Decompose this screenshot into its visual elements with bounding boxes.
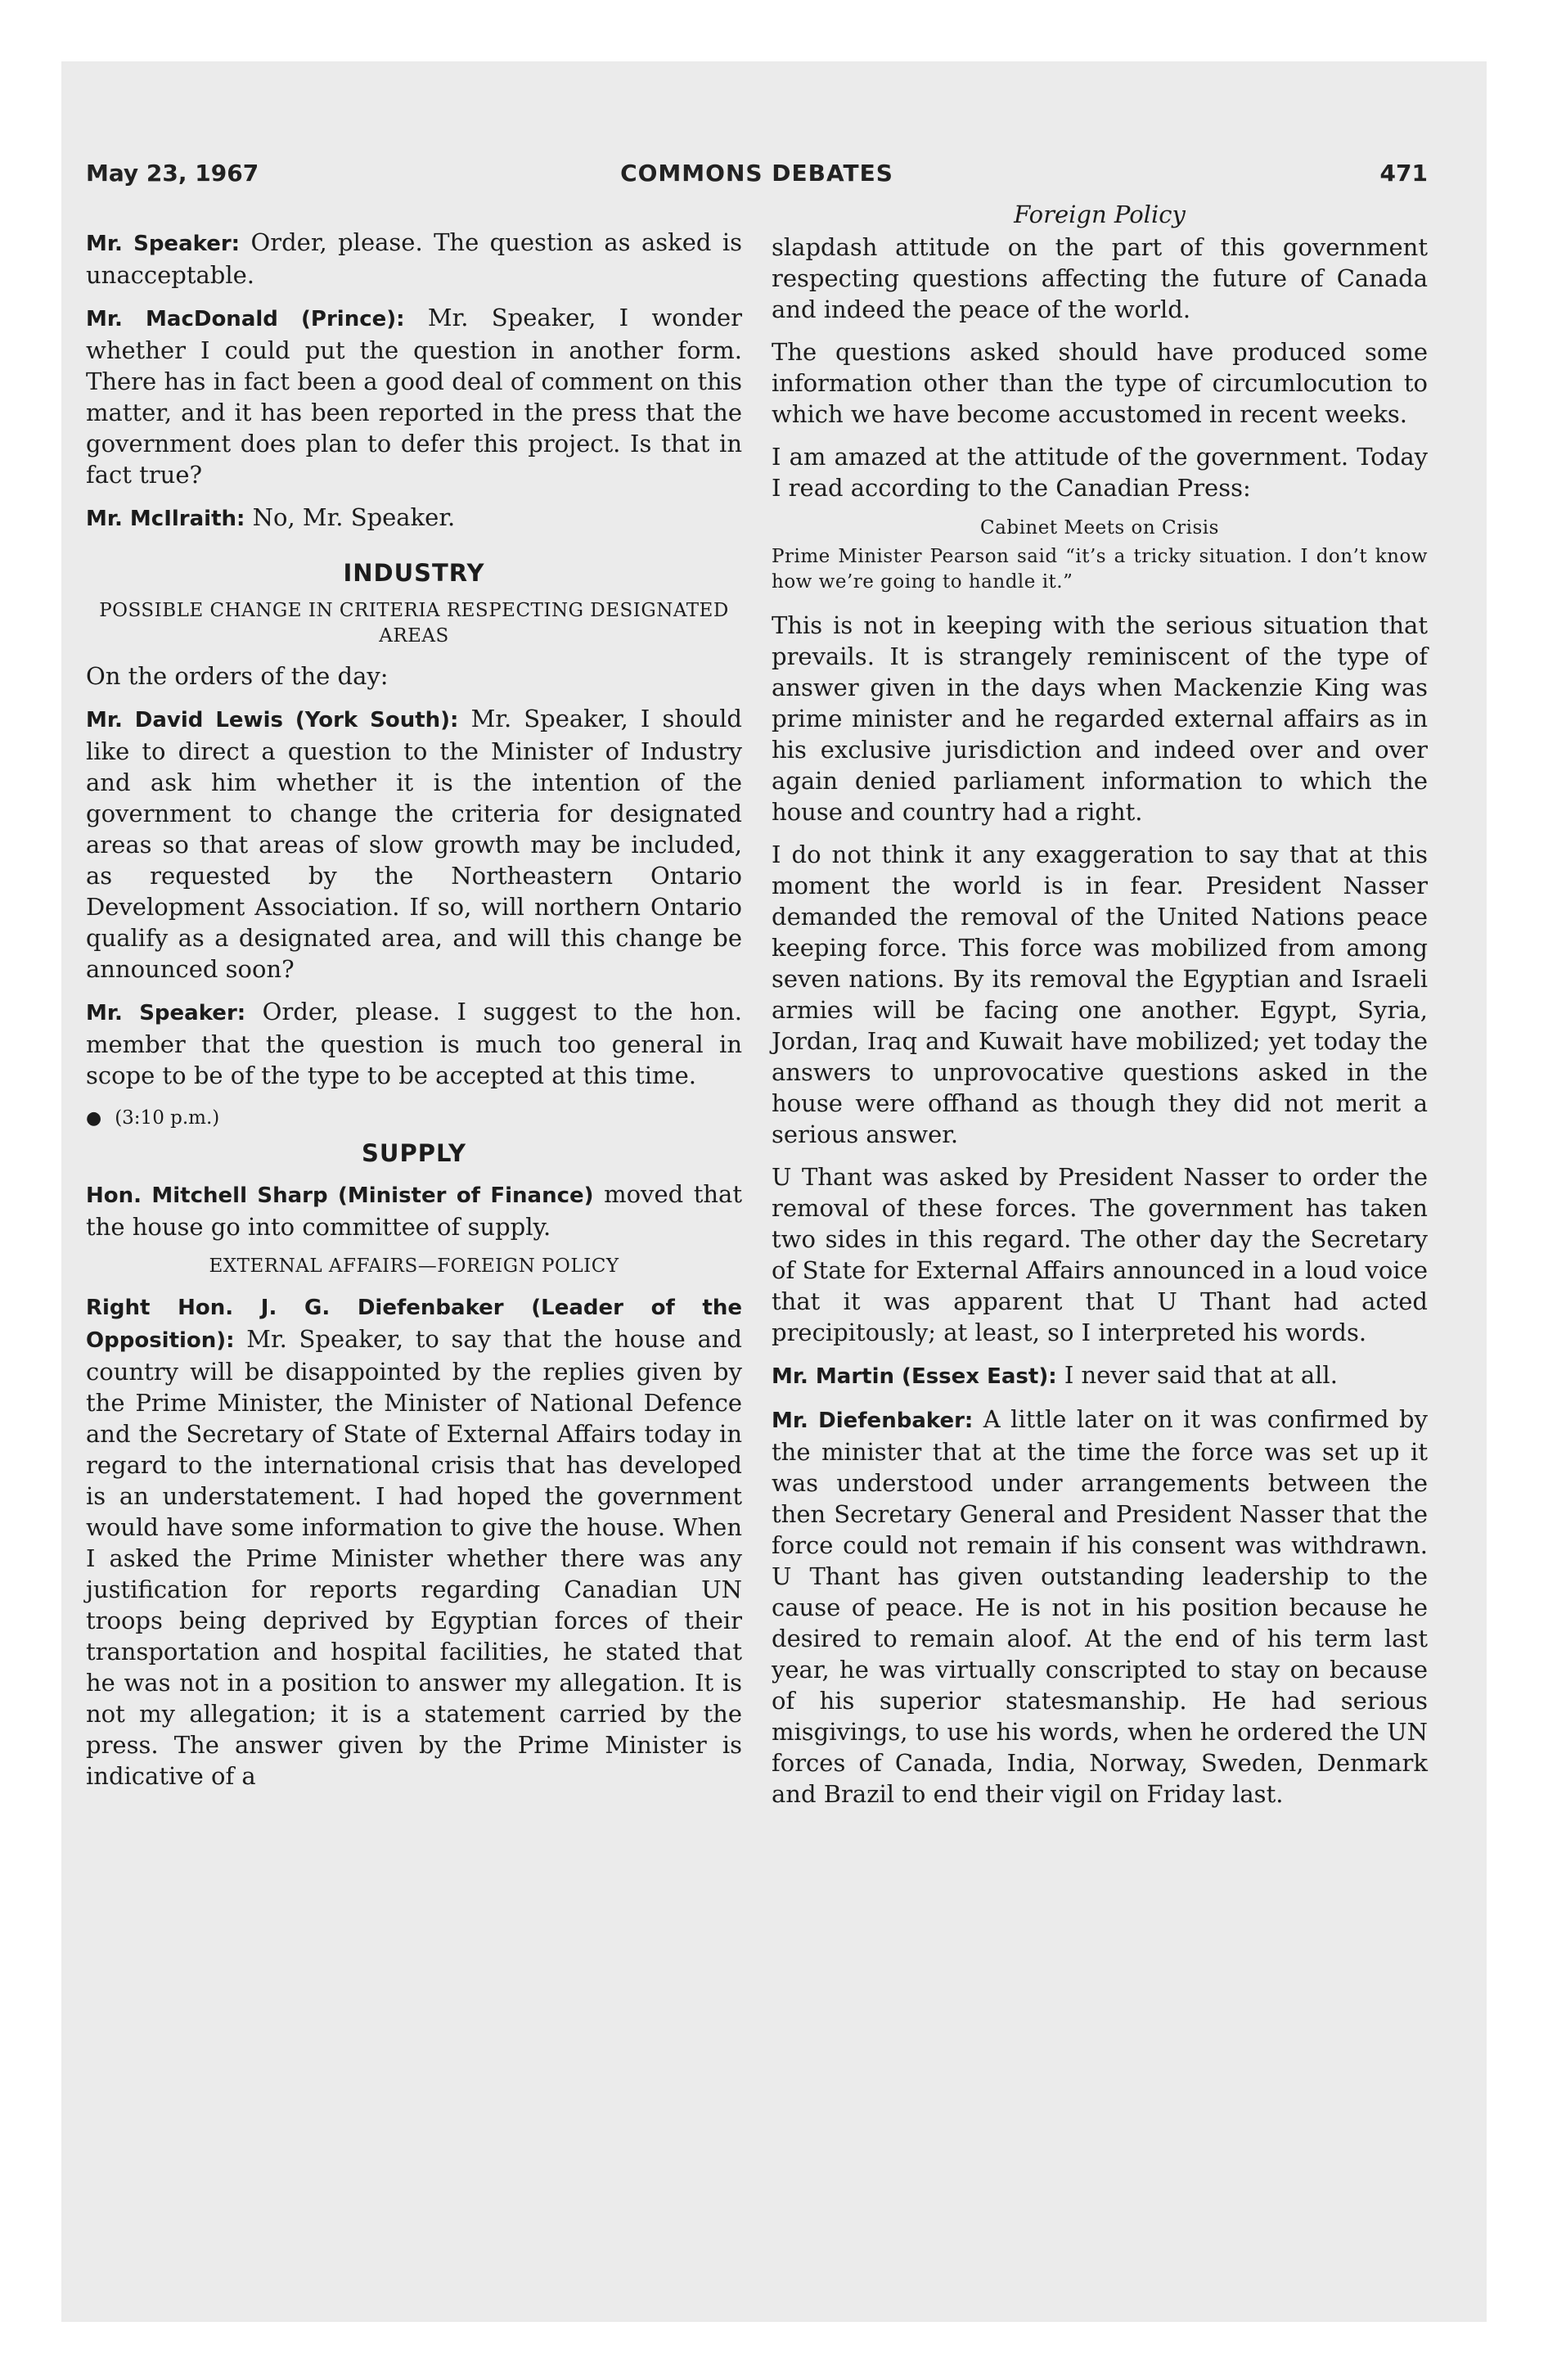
speaker-name: Mr. Diefenbaker: [772,1409,974,1433]
subheading-designated-areas: POSSIBLE CHANGE IN CRITERIA RESPECTING DESIGNATED AREAS [99,600,729,647]
section-heading-supply: SUPPLY [362,1139,466,1167]
paragraph: This is not in keeping with the serious situation that prevails. It is strangely reminiscent of the type of answer given in the days when Mackenzie King was prime minister and he regarded external affairs as in his exclusive jurisdiction and indeed over and over again denied parliament information to which the house and country had a right. [772,611,1428,826]
paragraph [86,1291,742,1792]
paragraph: I am amazed at the attitude of the government. Today I read according to the Canadian Press: [772,443,1428,502]
speaker-name: Right Hon. J. G. Diefenbaker (Leader of the Opposition): [86,1296,742,1353]
subheading-external-affairs: EXTERNAL AFFAIRS—FOREIGN POLICY [209,1255,619,1277]
paragraph: The questions asked should have produced some information other than the type of circumlocution to which we have become accustomed in recent weeks. [772,338,1428,428]
speech-text: Order, please. I suggest to the hon. member that the question is much too general in scope to be of the type to be accepted at this time. [86,998,742,1089]
speaker-name: Hon. Mitchell Sharp (Minister of Finance) [86,1183,594,1208]
time-text: (3:10 p.m.) [115,1107,220,1129]
orders-of-the-day: On the orders of the day: [86,662,389,690]
speaker-name: Mr. MacDonald (Prince): [86,307,405,331]
speech-text: Order, please. The question as asked is unacceptable. [86,228,742,289]
speaker-name: Mr. David Lewis (York South): [86,708,459,732]
header-page-number: 471 [1379,160,1428,187]
speaker-name: Mr. McIlraith: [86,507,245,531]
section-heading-industry: INDUSTRY [343,559,485,587]
right-column [772,199,1428,1821]
bullet-icon: ● [86,1108,102,1129]
paragraph [86,502,742,534]
left-column [86,227,742,1803]
press-quote: Prime Minister Pearson said “it’s a tricky situation. I don’t know how we’re going to handle it.” [772,546,1428,593]
speech-text: No, Mr. Speaker. [245,503,456,531]
speaker-name: Mr. Speaker: [86,232,241,256]
time-marker [86,1102,742,1134]
paragraph [86,996,742,1091]
paragraph: I do not think it any exaggeration to say that at this moment the world is in fear. President Nasser demanded the removal of the United Nations peace keeping force. This force was mobilized from among seven nations. By its removal the Egyptian and Israeli armies will be facing one another. Egypt, Syria, Jordan, Iraq and Kuwait have mobilized; yet today the answers to unprovocative questions asked in the house were offhand as though they did not merit a serious answer. [772,841,1428,1148]
paragraph [86,1179,742,1242]
speech-text: A little later on it was confirmed by the minister that at the time the force was set up it was understood under arrangements between the then Secretary General and President Nasser that the force could not remain if his consent was withdrawn. U Thant has given outstanding leadership to the cause of peace. He is not in his position because he desired to remain aloof. At the end of his term last year, he was virtually conscripted to stay on because of his superior statesmanship. He had serious misgivings, to use his words, when he ordered the UN forces of Canada, India, Norway, Sweden, Denmark and Brazil to end their vigil on Friday last. [772,1405,1428,1808]
page-header [86,160,1428,202]
paragraph [772,1404,1428,1810]
speaker-name: Mr. Speaker: [86,1001,246,1025]
paragraph: slapdash attitude on the part of this government respecting questions affecting the future of Canada and indeed the peace of the world. [772,233,1428,323]
speech-text: moved that the house go into committee of supply. [86,1180,742,1241]
paragraph [86,227,742,291]
header-title: COMMONS DEBATES [620,160,893,187]
header-date: May 23, 1967 [86,160,259,187]
paragraph [86,703,742,985]
speech-text: Mr. Speaker, to say that the house and country will be disappointed by the replies given by the Prime Minister, the Minister of National Defence and the Secretary of State of External Affairs today in regard to the international crisis that has developed is an understatement. I had hoped the government would have some information to give the house. When I asked the Prime Minister whether there was any justification for reports regarding Canadian UN troops being deprived by Egyptian forces of their transportation and hospital facilities, he stated that he was not in a position to answer my allegation. It is not my allegation; it is a statement carried by the press. The answer given by the Prime Minister is indicative of a [86,1325,742,1790]
speech-text: Mr. Speaker, I wonder whether I could put the question in another form. There has in fact been a good deal of comment on this matter, and it has been reported in the press that the government does plan to defer this project. Is that in fact true? [86,304,742,489]
document-page [86,160,1428,1808]
speaker-name: Mr. Martin (Essex East): [772,1364,1057,1389]
paragraph [772,1359,1428,1392]
running-head: Foreign Policy [1014,201,1186,228]
quote-title: Cabinet Meets on Crisis [980,517,1219,539]
speech-text: Mr. Speaker, I should like to direct a question to the Minister of Industry and ask him whether it is the intention of the government to change the criteria for designated areas so that areas of slow growth may be included, as requested by the Northeastern Ontario Development Association. If so, will northern Ontario qualify as a designated area, and will this change be announced soon? [86,705,742,983]
paragraph: U Thant was asked by President Nasser to order the removal of these forces. The government has taken two sides in this regard. The other day the Secretary of State for External Affairs announced in a loud voice that it was apparent that U Thant had acted precipitously; at least, so I interpreted his words. [772,1163,1428,1346]
paragraph [86,302,742,490]
speech-text: I never said that at all. [1056,1361,1338,1389]
